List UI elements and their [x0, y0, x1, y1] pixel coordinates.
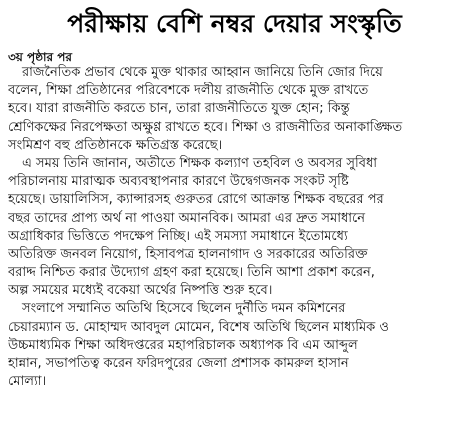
paragraph-line: চেয়ারম্যান ড. মোহাম্মদ আবদুল মোমেন, বিশেষ অতিথি ছিলেন মাধ্যমিক ও [8, 319, 389, 335]
paragraph-line: উচ্চমাধ্যমিক শিক্ষা অধিদপ্তরের মহাপরিচালক অধ্যাপক বি এম আব্দুল [8, 337, 358, 353]
paragraph-line: বছর তাদের প্রাপ্য অর্থ না পাওয়া অমানবিক। আমরা এর দ্রুত সমাধানে [8, 210, 366, 226]
paragraph-line: অগ্রাধিকার ভিত্তিতে পদক্ষেপ নিচ্ছি। এই সমস্যা সমাধানে ইতোমধ্যে [8, 228, 348, 244]
paragraph-line: অল্প সময়ের মধ্যেই বকেয়া অর্থের নিষ্পত্তি শুরু হবে। [8, 283, 273, 299]
article-body [8, 64, 463, 391]
paragraph-line: মোল্যা। [8, 374, 47, 390]
paragraph-2 [8, 155, 463, 301]
paragraph-3 [8, 300, 463, 391]
continued-from-page-label: ৩য় পৃষ্ঠার পর [8, 50, 73, 64]
paragraph-1 [8, 64, 463, 155]
paragraph-line: এ সময় তিনি জানান, অতীতে শিক্ষক কল্যাণ তহবিল ও অবসর সুবিধা [22, 155, 378, 171]
headline: পরীক্ষায় বেশি নম্বর দেয়ার সংস্কৃতি [67, 9, 402, 38]
paragraph-line: রাজনৈতিক প্রভাব থেকে মুক্ত থাকার আহ্বান জানিয়ে তিনি জোর দিয়ে [22, 65, 383, 80]
paragraph-line: অতিরিক্ত জনবল নিয়োগ, হিসাবপত্র হালনাগাদ ও সরকারের অতিরিক্ত [8, 246, 368, 262]
paragraph-line: হবে। যারা রাজনীতি করতে চান, তারা রাজনীতিতে যুক্ত হোন; কিন্তু [8, 101, 350, 117]
paragraph-line: শ্রেণিকক্ষের নিরপেক্ষতা অক্ষুণ্ণ রাখতে হবে। শিক্ষা ও রাজনীতির অনাকাঙ্ক্ষিত [8, 119, 403, 135]
paragraph-line: বলেন, শিক্ষা প্রতিষ্ঠানের পরিবেশকে দলীয় রাজনীতি থেকে মুক্ত রাখতে [8, 83, 369, 99]
paragraph-line: সংলাপে সম্মানিত অতিথি হিসেবে ছিলেন দুর্নীতি দমন কমিশনের [22, 301, 346, 317]
paragraph-line: হয়েছে। ডায়ালিসিস, ক্যান্সারসহ গুরুতর রোগে আক্রান্ত শিক্ষক বছরের পর [8, 192, 384, 208]
paragraph-line: বরাদ্দ নিশ্চিত করার উদ্যোগ গ্রহণ করা হয়েছে। তিনি আশা প্রকাশ করেন, [8, 265, 375, 281]
paragraph-line: সংমিশ্রণ বহু প্রতিষ্ঠানকে ক্ষতিগ্রস্ত করেছে। [8, 137, 223, 153]
paragraph-line: পরিচালনায় মারাত্মক অব্যবস্থাপনার কারণে উদ্বেগজনক সংকট সৃষ্টি [8, 174, 349, 190]
paragraph-line: হান্নান, সভাপতিত্ব করেন ফরিদপুরের জেলা প্রশাসক কামরুল হাসান [8, 356, 349, 371]
